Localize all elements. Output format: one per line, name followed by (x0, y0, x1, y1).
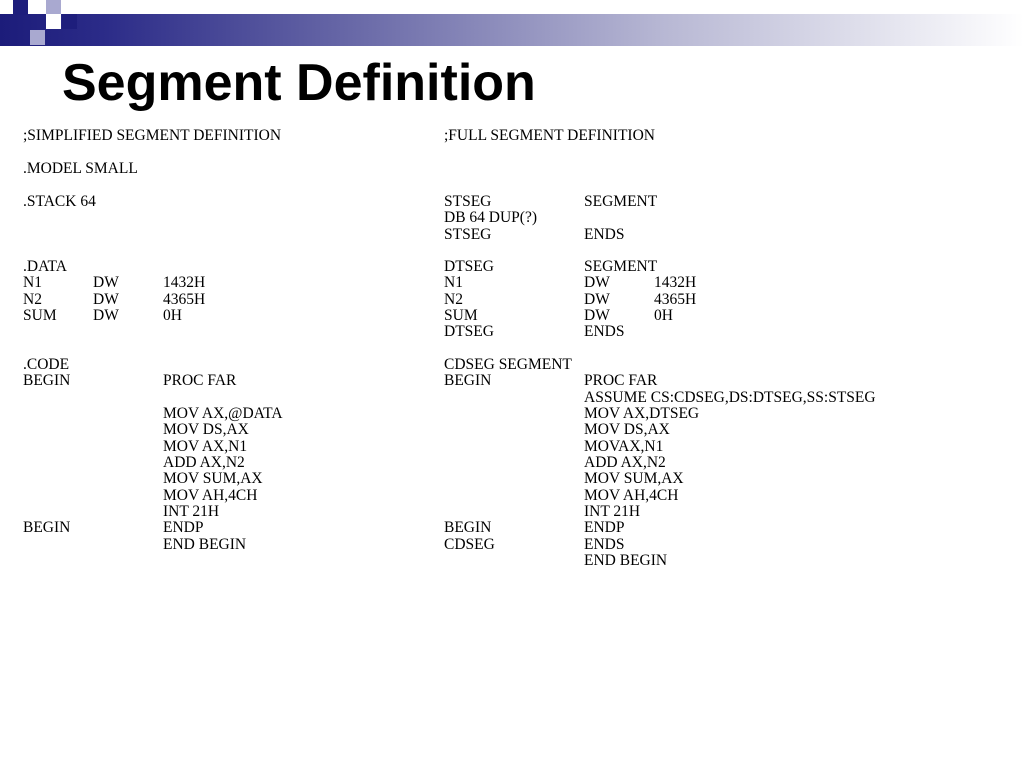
stseg-segment: SEGMENT (584, 193, 658, 210)
header-gradient-bar (0, 14, 1024, 46)
instruction: MOV AX,DTSEG (584, 405, 700, 422)
endp-label: BEGIN (444, 519, 492, 536)
instruction: MOV AH,4CH (584, 487, 679, 504)
data-directive: .DATA (23, 258, 67, 275)
data-value: 1432H (654, 274, 697, 291)
end-directive: END BEGIN (584, 552, 668, 569)
full-header: ;FULL SEGMENT DEFINITION (444, 127, 655, 144)
instruction: ADD AX,N2 (163, 454, 245, 471)
simplified-header: ;SIMPLIFIED SEGMENT DEFINITION (23, 127, 282, 144)
stseg-end-label: STSEG (444, 226, 492, 243)
stseg-label: STSEG (444, 193, 492, 210)
dtseg-end-label: DTSEG (444, 323, 494, 340)
proc-label: BEGIN (23, 372, 71, 389)
data-value: 4365H (163, 291, 206, 308)
data-type: DW (93, 291, 119, 308)
data-name: N1 (23, 274, 42, 291)
code-listing (0, 124, 1024, 584)
db-line: DB 64 DUP(?) (444, 209, 537, 226)
model-directive: .MODEL SMALL (23, 160, 138, 177)
instruction: MOV DS,AX (163, 421, 249, 438)
proc-label: BEGIN (444, 372, 492, 389)
dtseg-ends: ENDS (584, 323, 625, 340)
data-name: N1 (444, 274, 463, 291)
data-type: DW (584, 274, 610, 291)
decor-square (46, 14, 61, 29)
instruction: ADD AX,N2 (584, 454, 666, 471)
data-name: N2 (444, 291, 463, 308)
decor-square (13, 0, 28, 15)
data-type: DW (584, 291, 610, 308)
instruction: MOV SUM,AX (163, 470, 263, 487)
instruction: MOV AH,4CH (163, 487, 258, 504)
cdseg-end-label: CDSEG (444, 536, 495, 553)
instruction: MOV AX,@DATA (163, 405, 283, 422)
dtseg-segment: SEGMENT (584, 258, 658, 275)
instruction: MOV SUM,AX (584, 470, 684, 487)
instruction: ASSUME CS:CDSEG,DS:DTSEG,SS:STSEG (584, 389, 876, 406)
data-name: N2 (23, 291, 42, 308)
stseg-ends: ENDS (584, 226, 625, 243)
instruction: MOV DS,AX (584, 421, 670, 438)
instruction: MOVAX,N1 (584, 438, 664, 455)
data-value: 1432H (163, 274, 206, 291)
data-value: 0H (654, 307, 673, 324)
endp-label: BEGIN (23, 519, 71, 536)
data-value: 0H (163, 307, 182, 324)
decor-square (62, 14, 77, 29)
stack-directive: .STACK 64 (23, 193, 96, 210)
decor-square (30, 30, 45, 45)
data-value: 4365H (654, 291, 697, 308)
instruction: INT 21H (163, 503, 220, 520)
data-type: DW (93, 274, 119, 291)
decor-square (46, 0, 61, 15)
data-name: SUM (23, 307, 57, 324)
end-directive: END BEGIN (163, 536, 247, 553)
endp: ENDP (584, 519, 625, 536)
dtseg-label: DTSEG (444, 258, 494, 275)
instruction: INT 21H (584, 503, 641, 520)
data-name: SUM (444, 307, 478, 324)
code-directive: .CODE (23, 356, 70, 373)
data-type: DW (584, 307, 610, 324)
endp: ENDP (163, 519, 204, 536)
cdseg-ends: ENDS (584, 536, 625, 553)
cdseg-decl: CDSEG SEGMENT (444, 356, 572, 373)
proc-decl: PROC FAR (584, 372, 658, 389)
instruction: MOV AX,N1 (163, 438, 248, 455)
slide-title: Segment Definition (62, 54, 536, 112)
proc-decl: PROC FAR (163, 372, 237, 389)
data-type: DW (93, 307, 119, 324)
